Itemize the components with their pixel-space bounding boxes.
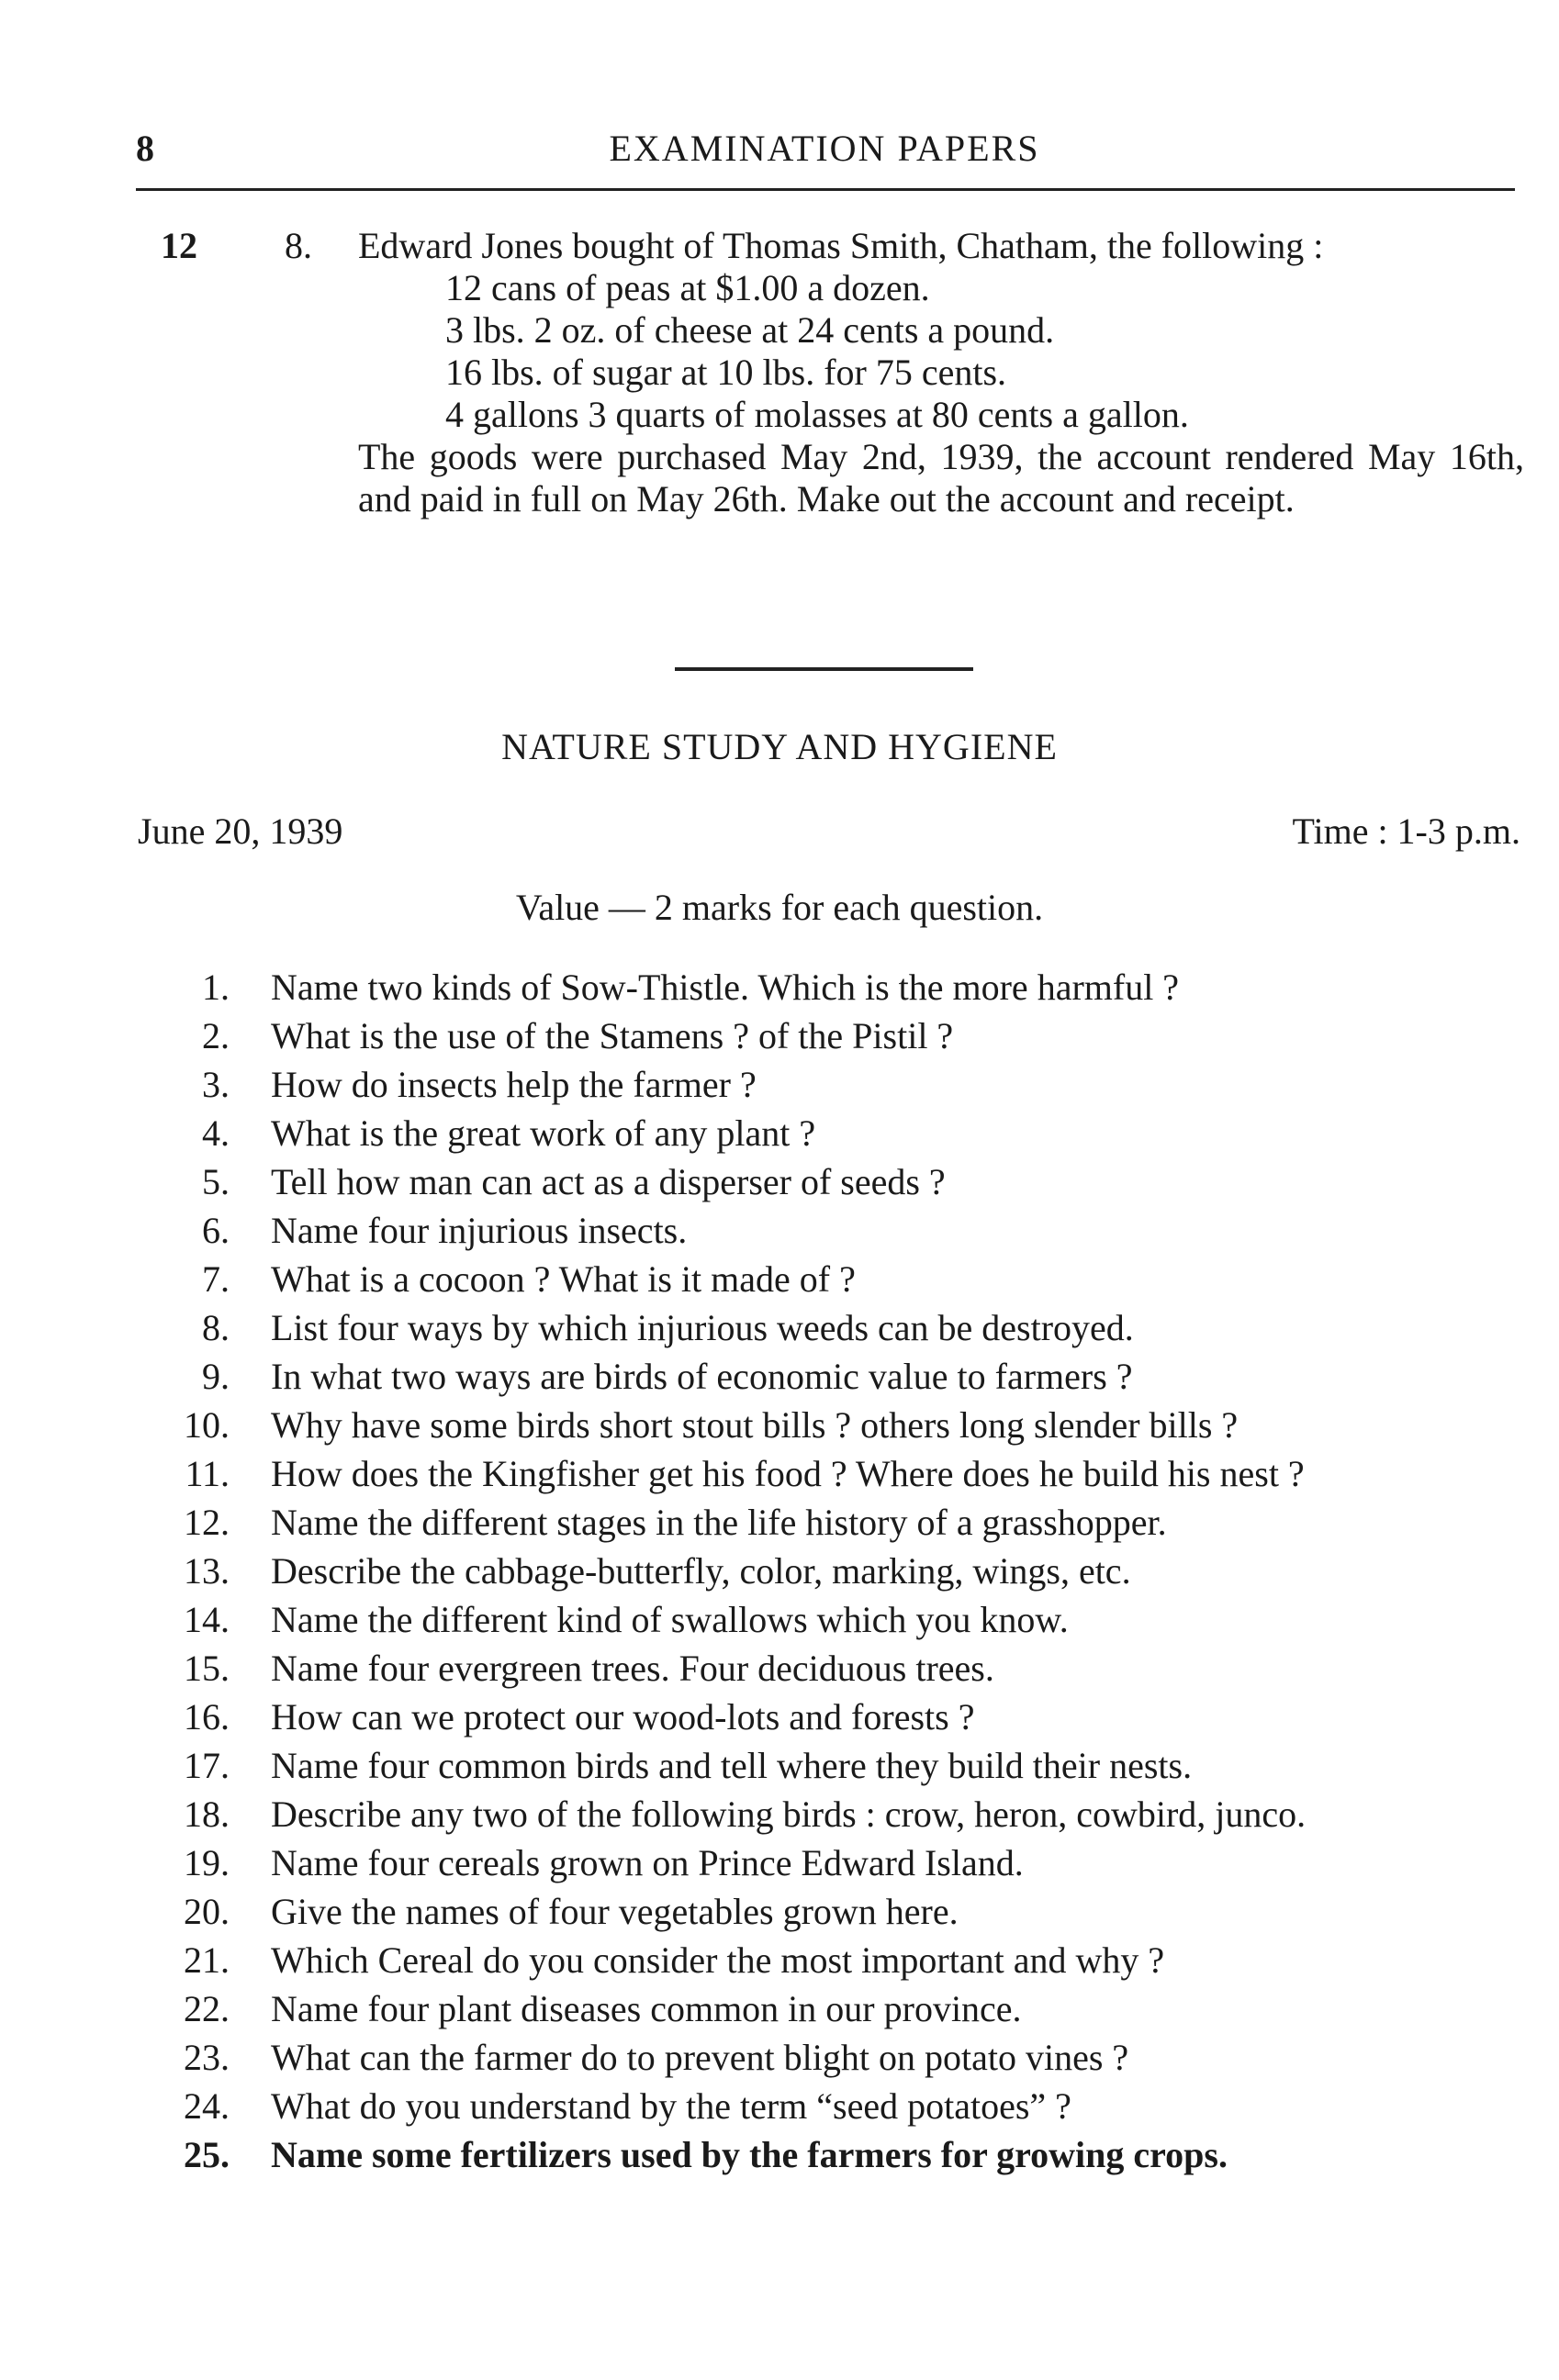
question-text: In what two ways are birds of economic value to farmers ? — [271, 1356, 1133, 1397]
question-num: 12. — [184, 1502, 230, 1543]
question-text: Describe the cabbage-butterfly, color, marking, wings, etc. — [271, 1550, 1131, 1592]
running-head: EXAMINATION PAPERS — [609, 128, 1040, 169]
question-item — [138, 1648, 1524, 1690]
question-item — [138, 1842, 1524, 1884]
question-item — [138, 1891, 1524, 1933]
purchase-item: 16 lbs. of sugar at 10 lbs. for 75 cents. — [445, 352, 1007, 393]
question-number: 8. — [285, 225, 312, 266]
question-num: 8. — [202, 1307, 230, 1348]
question-text: How does the Kingfisher get his food ? Where does he build his nest ? — [271, 1453, 1305, 1494]
question-item — [138, 1696, 1524, 1738]
question-num: 14. — [184, 1599, 230, 1640]
question-intro: Edward Jones bought of Thomas Smith, Chatham, the following : — [358, 225, 1324, 266]
header-rule — [136, 188, 1515, 191]
question-text: Name four injurious insects. — [271, 1210, 688, 1251]
section-divider — [675, 667, 973, 671]
question-item — [138, 1793, 1524, 1836]
question-num: 23. — [184, 2037, 230, 2078]
page-number: 8 — [136, 128, 154, 169]
question-item — [138, 1161, 1524, 1203]
question-item — [138, 1453, 1524, 1495]
page-header — [136, 127, 1513, 182]
question-num: 9. — [202, 1356, 230, 1397]
question-num: 22. — [184, 1988, 230, 2029]
question-num: 3. — [202, 1064, 230, 1105]
question-text: Name some fertilizers used by the farmers for growing crops. — [271, 2134, 1228, 2175]
question-num: 25. — [184, 2134, 230, 2175]
question-list — [138, 967, 1524, 2183]
question-num: 16. — [184, 1696, 230, 1738]
question-num: 2. — [202, 1015, 230, 1056]
question-item — [138, 1550, 1524, 1592]
question-text: List four ways by which injurious weeds can be destroyed. — [271, 1307, 1134, 1348]
question-num: 7. — [202, 1258, 230, 1300]
purchase-item: 12 cans of peas at $1.00 a dozen. — [445, 267, 930, 308]
question-text: Name four plant diseases common in our province. — [271, 1988, 1022, 2029]
question-item — [138, 2134, 1524, 2176]
purchase-item: 4 gallons 3 quarts of molasses at 80 cents a gallon. — [445, 394, 1189, 435]
question-text: Why have some birds short stout bills ? others long slender bills ? — [271, 1404, 1239, 1446]
question-item — [138, 1599, 1524, 1641]
question-num: 1. — [202, 967, 230, 1008]
question-text: Name four common birds and tell where they build their nests. — [271, 1745, 1193, 1786]
question-text: Name four evergreen trees. Four deciduous trees. — [271, 1648, 994, 1689]
question-text: What can the farmer do to prevent blight on potato vines ? — [271, 2037, 1129, 2078]
question-item — [138, 1307, 1524, 1349]
question-num: 24. — [184, 2085, 230, 2127]
question-num: 4. — [202, 1112, 230, 1154]
question-item — [138, 1502, 1524, 1544]
question-text: Name two kinds of Sow-Thistle. Which is the more harmful ? — [271, 967, 1180, 1008]
question-item — [138, 1210, 1524, 1252]
section-title: NATURE STUDY AND HYGIENE — [501, 726, 1058, 767]
question-text: How can we protect our wood-lots and forests ? — [271, 1696, 975, 1738]
question-item — [138, 1064, 1524, 1106]
exam-time: Time : 1-3 p.m. — [1292, 810, 1520, 852]
purchase-list — [358, 267, 1524, 436]
question-num: 20. — [184, 1891, 230, 1932]
question-text: Name the different kind of swallows which you know. — [271, 1599, 1069, 1640]
question-text: Name the different stages in the life history of a grasshopper. — [271, 1502, 1167, 1543]
question-closing: The goods were purchased May 2nd, 1939, the account rendered May 16th, and paid in full on May 26th. Make out the account and receipt. — [358, 436, 1524, 520]
question-item — [138, 1258, 1524, 1301]
question-num: 18. — [184, 1793, 230, 1835]
question-text: Which Cereal do you consider the most important and why ? — [271, 1939, 1165, 1981]
purchase-item: 3 lbs. 2 oz. of cheese at 24 cents a pound. — [445, 309, 1055, 351]
question-text: What do you understand by the term “seed potatoes” ? — [271, 2085, 1071, 2127]
question-body — [358, 225, 1524, 520]
question-text: Tell how man can act as a disperser of seeds ? — [271, 1161, 946, 1202]
question-item — [138, 1356, 1524, 1398]
question-text: What is the use of the Stamens ? of the Pistil ? — [271, 1015, 954, 1056]
question-marks: 12 — [161, 225, 197, 266]
question-num: 19. — [184, 1842, 230, 1883]
exam-date: June 20, 1939 — [138, 810, 343, 852]
question-num: 11. — [185, 1453, 230, 1494]
question-text: What is the great work of any plant ? — [271, 1112, 816, 1154]
question-num: 21. — [184, 1939, 230, 1981]
question-text: Name four cereals grown on Prince Edward Island. — [271, 1842, 1024, 1883]
question-text: Describe any two of the following birds : crow, heron, cowbird, junco. — [271, 1793, 1307, 1835]
question-item — [138, 2085, 1524, 2128]
question-num: 17. — [184, 1745, 230, 1786]
question-text: Give the names of four vegetables grown here. — [271, 1891, 959, 1932]
value-note: Value — 2 marks for each question. — [515, 887, 1044, 928]
question-num: 10. — [184, 1404, 230, 1446]
question-item — [138, 1112, 1524, 1155]
question-item — [138, 2037, 1524, 2079]
question-text: How do insects help the farmer ? — [271, 1064, 757, 1105]
question-num: 5. — [202, 1161, 230, 1202]
question-num: 13. — [184, 1550, 230, 1592]
question-item — [138, 1015, 1524, 1057]
question-num: 15. — [184, 1648, 230, 1689]
question-item — [138, 1404, 1524, 1447]
question-item — [138, 967, 1524, 1009]
question-num: 6. — [202, 1210, 230, 1251]
question-item — [138, 1988, 1524, 2030]
question-text: What is a cocoon ? What is it made of ? — [271, 1258, 856, 1300]
question-item — [138, 1745, 1524, 1787]
question-item — [138, 1939, 1524, 1982]
